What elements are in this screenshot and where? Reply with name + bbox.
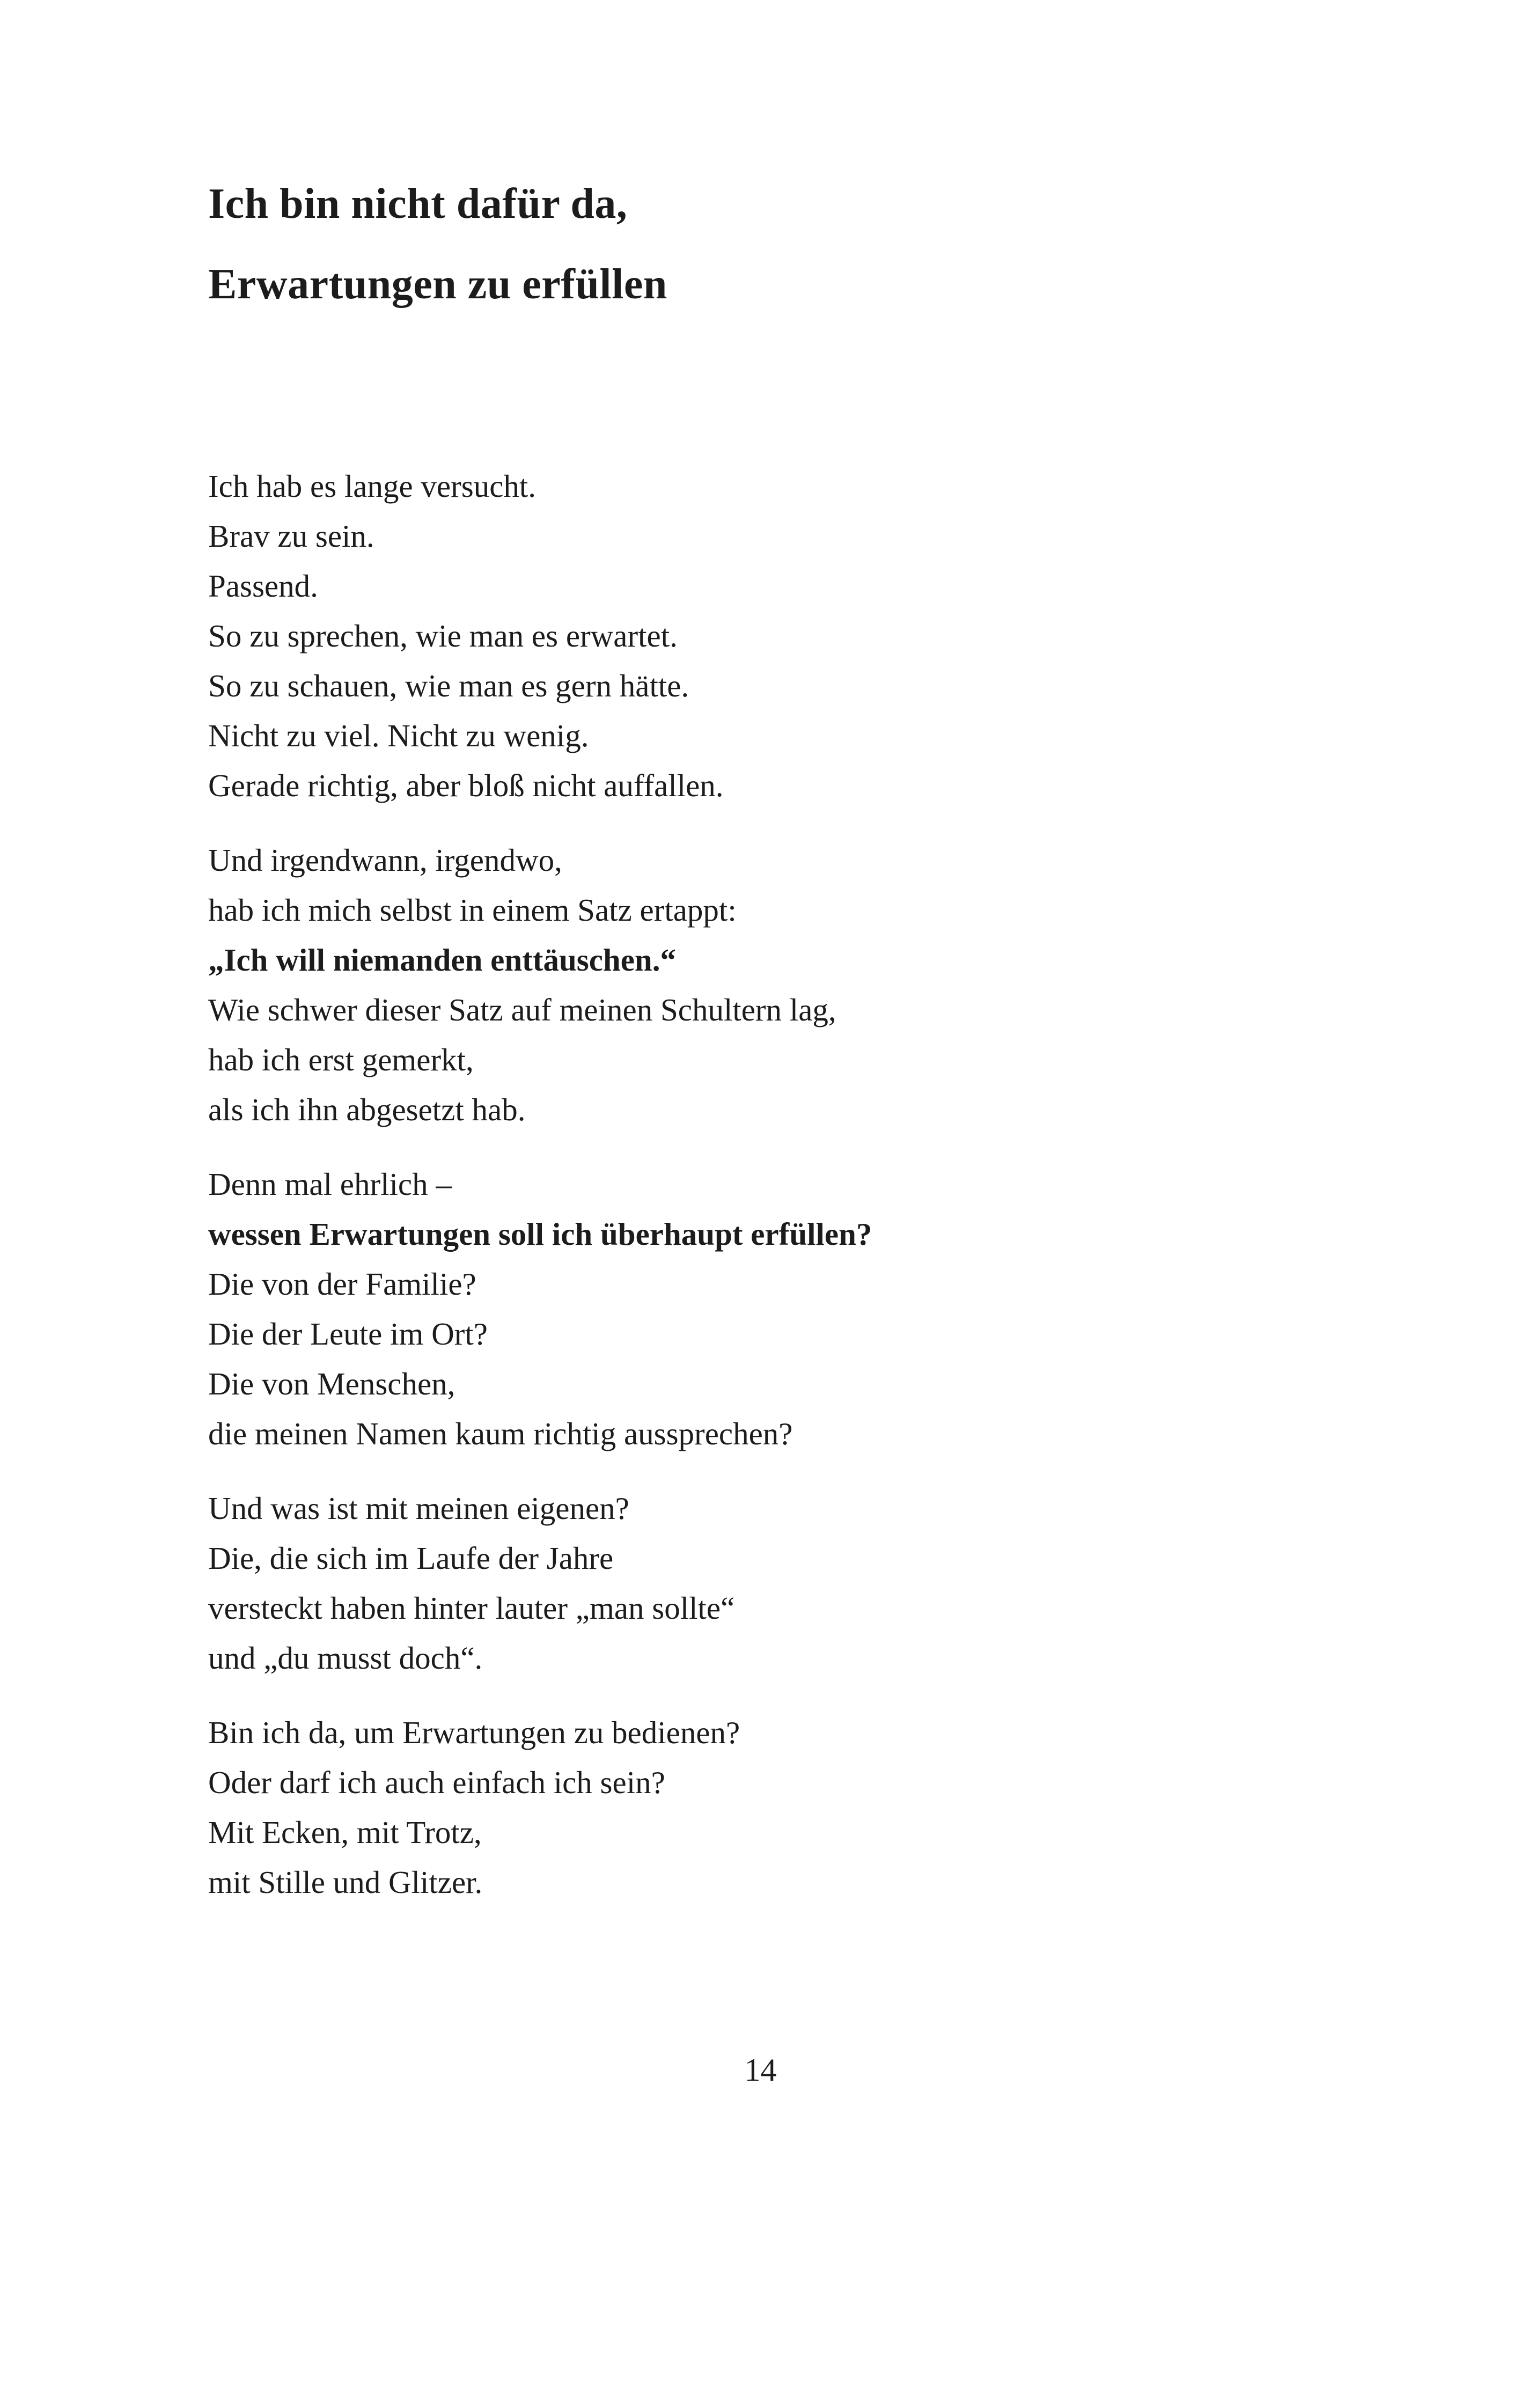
poem-line: Und irgendwann, irgendwo, [208,842,562,878]
poem-line: Die von Menschen, [208,1366,455,1401]
poem-line: So zu sprechen, wie man es erwartet. [208,618,678,654]
poem-stanza [208,835,1360,1135]
poem-line: als ich ihn abgesetzt hab. [208,1092,526,1127]
poem-stanza [208,1484,1360,1683]
poem-line: die meinen Namen kaum richtig aussprechen? [208,1416,793,1451]
poem-line: versteckt haben hinter lauter „man sollte“ [208,1590,735,1626]
page-number: 14 [744,2052,777,2088]
poem-line: Denn mal ehrlich – [208,1166,452,1202]
poem-stanza [208,1708,1360,1907]
poem-line: Die der Leute im Ort? [208,1316,488,1352]
poem-line: Passend. [208,568,318,604]
poem-line: Ich hab es lange versucht. [208,468,537,504]
poem-line: So zu schauen, wie man es gern hätte. [208,668,689,703]
poem-line: und „du musst doch“. [208,1640,483,1676]
poem-line: mit Stille und Glitzer. [208,1864,483,1900]
poem-line: Die von der Familie? [208,1266,476,1302]
poem-stanza [208,461,1360,811]
poem-line: Nicht zu viel. Nicht zu wenig. [208,718,589,753]
poem-line: hab ich mich selbst in einem Satz ertappt: [208,892,737,928]
poem-line: Die, die sich im Laufe der Jahre [208,1540,614,1576]
poem-line: Gerade richtig, aber bloß nicht auffallen. [208,768,724,803]
poem-line-emphasized: „Ich will niemanden enttäuschen.“ [208,942,676,978]
poem-line: Brav zu sein. [208,518,374,554]
page-content [208,164,1360,1932]
poem-stanza [208,1159,1360,1459]
poem-line: Mit Ecken, mit Trotz, [208,1815,482,1850]
poem-line: Und was ist mit meinen eigenen? [208,1491,629,1526]
poem-title-line: Ich bin nicht dafür da, [208,180,628,227]
poem-line-emphasized: wessen Erwartungen soll ich überhaupt erfüllen? [208,1216,872,1252]
poem-line: Oder darf ich auch einfach ich sein? [208,1765,665,1800]
poem-title-line: Erwartungen zu erfüllen [208,261,667,308]
poem-title [208,164,1360,325]
poem-line: hab ich erst gemerkt, [208,1042,474,1077]
poem-line: Bin ich da, um Erwartungen zu bedienen? [208,1715,740,1750]
poem-line: Wie schwer dieser Satz auf meinen Schultern lag, [208,992,836,1027]
